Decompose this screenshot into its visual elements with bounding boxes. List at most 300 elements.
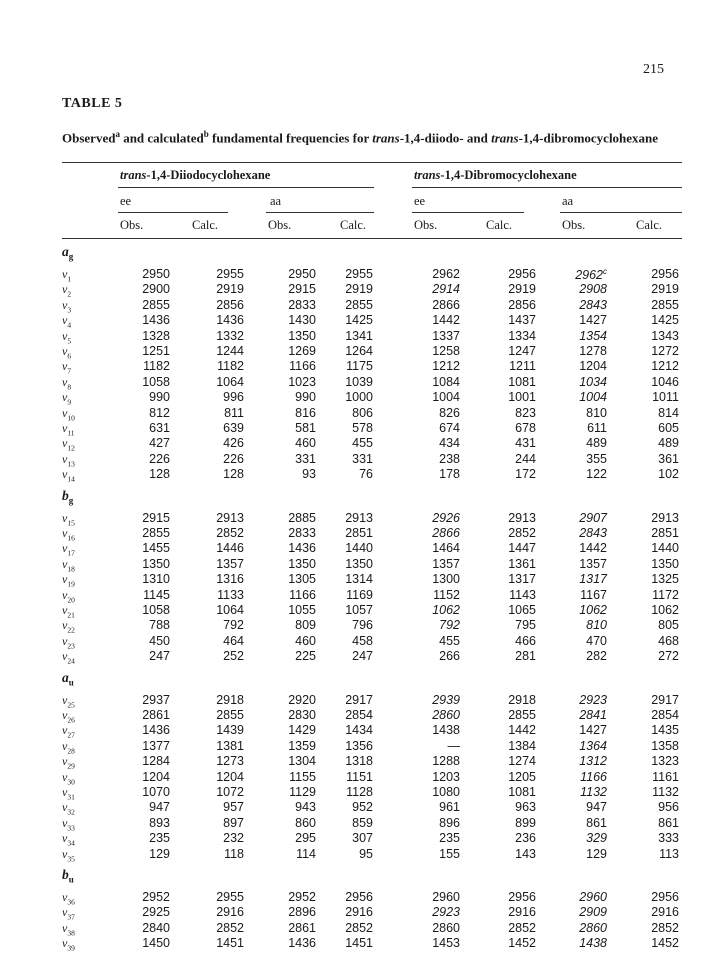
mode-label: $\nu_{20}$ bbox=[62, 587, 75, 604]
frequency-cell: 1317 bbox=[508, 572, 536, 587]
frequency-cell: 1442 bbox=[579, 541, 607, 556]
frequency-cell: 2854 bbox=[345, 708, 373, 722]
frequency-cell: 1023 bbox=[288, 374, 316, 389]
frequency-cell: 1204 bbox=[579, 359, 607, 374]
frequency-cell: 947 bbox=[586, 800, 607, 815]
conformer-rule bbox=[266, 212, 374, 213]
frequency-cell: 806 bbox=[352, 405, 373, 420]
mode-label: $\nu_{33}$ bbox=[62, 815, 75, 833]
frequency-cell: 1437 bbox=[508, 313, 536, 328]
frequency-cell: 996 bbox=[223, 390, 244, 405]
frequency-cell: 236 bbox=[515, 831, 536, 846]
conformer-header: aa bbox=[270, 194, 282, 208]
mode-label: $\nu_{10}$ bbox=[62, 405, 75, 422]
symmetry-species-label: $a_u$ bbox=[62, 669, 74, 688]
mode-label: $\nu_4$ bbox=[62, 313, 72, 330]
frequency-cell: 1039 bbox=[345, 374, 373, 389]
table-row bbox=[0, 572, 720, 587]
frequency-cell: 1129 bbox=[289, 785, 316, 799]
frequency-cell: 1247 bbox=[508, 344, 536, 358]
table-row bbox=[0, 511, 720, 526]
frequency-cell: 2909 bbox=[579, 905, 607, 920]
frequency-cell: 252 bbox=[223, 649, 244, 664]
frequency-cell: 2916 bbox=[216, 905, 244, 920]
frequency-cell: 232 bbox=[223, 831, 244, 846]
frequency-cell: 1310 bbox=[142, 572, 170, 587]
frequency-cell: 226 bbox=[149, 451, 170, 466]
table-row bbox=[0, 436, 720, 451]
frequency-cell: 2855 bbox=[142, 297, 170, 312]
mode-label: $\nu_{21}$ bbox=[62, 603, 75, 620]
column-header: Obs. bbox=[562, 218, 586, 232]
symmetry-species-label: $a_g$ bbox=[62, 244, 74, 262]
frequency-cell: 1211 bbox=[509, 359, 536, 374]
frequency-cell: 2900 bbox=[142, 282, 170, 297]
frequency-cell: 1072 bbox=[216, 785, 244, 799]
table-row bbox=[0, 739, 720, 754]
column-header: Calc. bbox=[486, 218, 513, 232]
frequency-cell: 329 bbox=[586, 831, 607, 846]
frequency-cell: 1316 bbox=[216, 572, 244, 587]
column-header: Obs. bbox=[414, 218, 438, 232]
table-row bbox=[0, 754, 720, 769]
mode-label: $\nu_{18}$ bbox=[62, 556, 75, 574]
table-row bbox=[0, 313, 720, 328]
mode-label: $\nu_{34}$ bbox=[62, 831, 75, 848]
table-row bbox=[0, 541, 720, 556]
frequency-cell: 2914 bbox=[432, 282, 460, 297]
column-header: Calc. bbox=[340, 218, 367, 232]
frequency-cell: 1169 bbox=[346, 587, 373, 602]
table-row bbox=[0, 526, 720, 541]
mode-label: $\nu_{31}$ bbox=[62, 785, 75, 802]
frequency-cell: 2919 bbox=[651, 282, 679, 297]
mode-label: $\nu_3$ bbox=[62, 297, 72, 315]
table-label: TABLE 5 bbox=[62, 96, 123, 111]
frequency-cell: 1439 bbox=[216, 723, 244, 738]
frequency-cell: 990 bbox=[295, 390, 316, 405]
frequency-cell: 1450 bbox=[142, 936, 170, 951]
frequency-cell: 247 bbox=[352, 649, 373, 664]
frequency-cell: 1354 bbox=[579, 328, 607, 343]
frequency-cell: 1152 bbox=[433, 587, 460, 602]
frequency-cell: 244 bbox=[515, 451, 536, 466]
frequency-cell: 2956 bbox=[651, 890, 679, 904]
frequency-cell: 2916 bbox=[651, 905, 679, 920]
frequency-cell: 2860 bbox=[579, 920, 607, 935]
frequency-cell: 1251 bbox=[142, 344, 170, 358]
frequency-cell: 899 bbox=[515, 815, 536, 830]
frequency-cell: 281 bbox=[515, 649, 536, 664]
frequency-cell: 1464 bbox=[432, 541, 460, 556]
frequency-cell: 990 bbox=[149, 390, 170, 405]
frequency-cell: 1084 bbox=[432, 374, 460, 389]
conformer-rule bbox=[560, 212, 682, 213]
frequency-cell: 2840 bbox=[142, 920, 170, 935]
frequency-cell: 1204 bbox=[216, 769, 244, 784]
frequency-cell: 450 bbox=[149, 633, 170, 648]
frequency-cell: 1357 bbox=[216, 556, 244, 571]
frequency-cell: 2919 bbox=[508, 282, 536, 297]
table-row bbox=[0, 785, 720, 800]
frequency-cell: 1452 bbox=[508, 936, 536, 951]
mode-label: $\nu_{30}$ bbox=[62, 769, 75, 786]
frequency-cell: 961 bbox=[439, 800, 460, 815]
frequency-cell: 1440 bbox=[345, 541, 373, 556]
frequency-cell: 2962 bbox=[432, 267, 460, 281]
symmetry-species-label: $b_g$ bbox=[62, 487, 74, 506]
frequency-cell: 605 bbox=[658, 421, 679, 435]
frequency-cell: 1272 bbox=[651, 344, 679, 358]
frequency-cell: 155 bbox=[439, 846, 460, 861]
mode-label: $\nu_{24}$ bbox=[62, 649, 75, 666]
frequency-cell: 2856 bbox=[508, 297, 536, 312]
frequency-cell: 2908 bbox=[579, 282, 607, 297]
frequency-cell: 2956 bbox=[508, 267, 536, 281]
frequency-cell: 1438 bbox=[432, 723, 460, 738]
frequency-cell: 581 bbox=[295, 421, 316, 435]
table-row bbox=[0, 329, 720, 344]
frequency-cell: 1436 bbox=[142, 313, 170, 328]
frequency-cell: 2950 bbox=[288, 267, 316, 281]
mode-label: $\nu_{17}$ bbox=[62, 541, 75, 558]
table-row bbox=[0, 452, 720, 467]
frequency-cell: 2956 bbox=[651, 267, 679, 281]
frequency-cell: 2866 bbox=[432, 526, 460, 540]
frequency-cell: 1436 bbox=[288, 541, 316, 556]
frequency-cell: 2855 bbox=[142, 526, 170, 540]
frequency-cell: 1081 bbox=[508, 785, 536, 799]
frequency-cell: 427 bbox=[149, 436, 170, 451]
frequency-cell: 2956 bbox=[345, 890, 373, 904]
frequency-cell: 76 bbox=[359, 467, 373, 482]
frequency-cell: 1332 bbox=[216, 328, 244, 343]
mode-label: $\nu_8$ bbox=[62, 374, 72, 392]
frequency-cell: 2919 bbox=[345, 282, 373, 297]
frequency-cell: 2916 bbox=[345, 905, 373, 920]
frequency-cell: 2952 bbox=[142, 890, 170, 904]
frequency-cell: 1166 bbox=[289, 587, 316, 602]
frequency-cell: 1182 bbox=[217, 359, 244, 374]
frequency-cell: 2962$^c$ bbox=[575, 267, 607, 283]
frequency-cell: 2913 bbox=[508, 510, 536, 525]
frequency-cell: 2855 bbox=[508, 708, 536, 722]
frequency-cell: 1358 bbox=[651, 738, 679, 753]
conformer-rule bbox=[412, 212, 524, 213]
frequency-cell: 1080 bbox=[432, 785, 460, 799]
frequency-cell: 1451 bbox=[216, 936, 244, 951]
frequency-cell: 331 bbox=[295, 451, 316, 466]
frequency-cell: 118 bbox=[224, 846, 244, 861]
mode-label: $\nu_{25}$ bbox=[62, 692, 75, 709]
frequency-cell: 639 bbox=[223, 421, 244, 435]
frequency-cell: 1446 bbox=[216, 541, 244, 556]
table-row bbox=[0, 267, 720, 282]
frequency-cell: 2920 bbox=[288, 692, 316, 707]
group-rule-diiodo bbox=[118, 187, 374, 188]
table-row bbox=[0, 890, 720, 905]
frequency-cell: 2843 bbox=[579, 526, 607, 540]
frequency-cell: 2960 bbox=[432, 890, 460, 904]
frequency-cell: 1269 bbox=[288, 344, 316, 358]
column-header: Obs. bbox=[268, 218, 292, 232]
mode-label: $\nu_7$ bbox=[62, 359, 72, 376]
frequency-cell: 2866 bbox=[432, 297, 460, 312]
frequency-cell: 1451 bbox=[345, 936, 373, 951]
table-row bbox=[0, 723, 720, 738]
frequency-cell: 2952 bbox=[288, 890, 316, 904]
table-row bbox=[0, 847, 720, 862]
frequency-cell: 1288 bbox=[432, 754, 460, 769]
frequency-cell: 113 bbox=[659, 846, 679, 861]
footnote-marker: c bbox=[603, 267, 607, 276]
frequency-cell: 1328 bbox=[142, 328, 170, 343]
frequency-cell: 172 bbox=[515, 467, 536, 482]
frequency-cell: 2855 bbox=[216, 708, 244, 722]
frequency-cell: 2852 bbox=[508, 526, 536, 540]
frequency-cell: 102 bbox=[658, 467, 679, 482]
table-row bbox=[0, 618, 720, 633]
frequency-cell: 2916 bbox=[508, 905, 536, 920]
frequency-cell: 805 bbox=[658, 618, 679, 633]
frequency-cell: 2923 bbox=[579, 692, 607, 707]
frequency-cell: 810 bbox=[586, 618, 607, 633]
frequency-cell: 1034 bbox=[579, 374, 607, 389]
frequency-cell: 1244 bbox=[216, 344, 244, 358]
frequency-cell: 2860 bbox=[432, 708, 460, 722]
frequency-cell: 1273 bbox=[216, 754, 244, 769]
frequency-cell: 1304 bbox=[288, 754, 316, 769]
frequency-cell: 792 bbox=[223, 618, 244, 633]
frequency-cell: 2851 bbox=[651, 526, 679, 540]
frequency-cell: 1166 bbox=[289, 359, 316, 374]
frequency-cell: 1455 bbox=[142, 541, 170, 556]
frequency-cell: 2855 bbox=[345, 297, 373, 312]
frequency-cell: 2937 bbox=[142, 692, 170, 707]
column-header: Obs. bbox=[120, 218, 144, 232]
frequency-cell: 2918 bbox=[216, 692, 244, 707]
frequency-cell: 1384 bbox=[508, 738, 536, 753]
frequency-cell: 1203 bbox=[432, 769, 460, 784]
frequency-cell: 1442 bbox=[432, 313, 460, 328]
frequency-cell: 1064 bbox=[216, 374, 244, 389]
frequency-cell: 788 bbox=[149, 618, 170, 633]
frequency-cell: 2918 bbox=[508, 692, 536, 707]
frequency-cell: 1155 bbox=[289, 769, 316, 784]
mode-label: $\nu_{26}$ bbox=[62, 708, 75, 725]
frequency-cell: 1128 bbox=[346, 785, 373, 799]
table-row bbox=[0, 936, 720, 951]
mode-label: $\nu_{36}$ bbox=[62, 890, 75, 907]
frequency-cell: 1364 bbox=[579, 738, 607, 753]
frequency-cell: 2915 bbox=[142, 510, 170, 525]
page-number: 215 bbox=[643, 62, 664, 77]
frequency-cell: 143 bbox=[515, 846, 536, 861]
frequency-cell: 947 bbox=[149, 800, 170, 815]
frequency-cell: 2923 bbox=[432, 905, 460, 920]
table-row bbox=[0, 557, 720, 572]
frequency-cell: 814 bbox=[658, 405, 679, 420]
frequency-cell: 307 bbox=[352, 831, 373, 846]
table-row bbox=[0, 588, 720, 603]
frequency-cell: 2919 bbox=[216, 282, 244, 297]
frequency-cell: 226 bbox=[223, 451, 244, 466]
frequency-cell: 1359 bbox=[288, 738, 316, 753]
frequency-cell: 1334 bbox=[508, 328, 536, 343]
frequency-cell: 1300 bbox=[432, 572, 460, 587]
mode-label: $\nu_1$ bbox=[62, 267, 72, 284]
frequency-cell: 355 bbox=[586, 451, 607, 466]
frequency-cell: 114 bbox=[296, 846, 316, 861]
mode-label: $\nu_9$ bbox=[62, 390, 72, 407]
frequency-cell: 1133 bbox=[217, 587, 244, 602]
frequency-cell: 1161 bbox=[652, 769, 679, 784]
table-caption: Observed$^a$ and calculated$^b$ fundamental frequencies for trans-1,4-diiodo- and trans-1,4-dibromocyclohexane bbox=[62, 129, 659, 146]
symmetry-species-label: $b_u$ bbox=[62, 867, 74, 885]
table-row bbox=[0, 708, 720, 723]
table-row bbox=[0, 816, 720, 831]
frequency-cell: 466 bbox=[515, 633, 536, 648]
table-row bbox=[0, 831, 720, 846]
frequency-cell: 2852 bbox=[651, 920, 679, 935]
frequency-cell: 460 bbox=[295, 633, 316, 648]
frequency-cell: 1436 bbox=[288, 936, 316, 951]
table-top-rule bbox=[62, 162, 682, 163]
frequency-cell: 811 bbox=[224, 405, 244, 420]
frequency-cell: 2907 bbox=[579, 510, 607, 525]
frequency-cell: 2860 bbox=[432, 920, 460, 935]
conformer-rule bbox=[118, 212, 228, 213]
frequency-cell: 178 bbox=[439, 467, 460, 482]
frequency-cell: 1427 bbox=[579, 313, 607, 328]
frequency-cell: 2917 bbox=[345, 692, 373, 707]
frequency-cell: 1350 bbox=[651, 556, 679, 571]
frequency-cell: 1182 bbox=[143, 359, 170, 374]
frequency-cell: 2851 bbox=[345, 526, 373, 540]
frequency-cell: 1046 bbox=[651, 374, 679, 389]
frequency-cell: 464 bbox=[223, 633, 244, 648]
table-row bbox=[0, 603, 720, 618]
frequency-cell: 1435 bbox=[651, 723, 679, 738]
mode-label: $\nu_{12}$ bbox=[62, 436, 75, 453]
frequency-cell: 95 bbox=[359, 846, 373, 861]
frequency-cell: 1172 bbox=[652, 587, 679, 602]
frequency-cell: 426 bbox=[223, 436, 244, 451]
frequency-cell: 333 bbox=[658, 831, 679, 846]
frequency-cell: 963 bbox=[515, 800, 536, 815]
frequency-cell: 796 bbox=[352, 618, 373, 633]
frequency-cell: 1337 bbox=[432, 328, 460, 343]
mode-label: $\nu_{29}$ bbox=[62, 754, 75, 771]
frequency-cell: 1438 bbox=[579, 936, 607, 951]
frequency-cell: 1357 bbox=[579, 556, 607, 571]
frequency-cell: 235 bbox=[439, 831, 460, 846]
mode-label: $\nu_{37}$ bbox=[62, 905, 75, 922]
frequency-cell: 611 bbox=[587, 421, 607, 435]
frequency-cell: 893 bbox=[149, 815, 170, 830]
table-row bbox=[0, 921, 720, 936]
frequency-cell: 1004 bbox=[432, 390, 460, 405]
frequency-cell: 1204 bbox=[142, 769, 170, 784]
frequency-cell: 129 bbox=[586, 846, 607, 861]
frequency-cell: 1055 bbox=[288, 603, 316, 617]
frequency-cell: 1350 bbox=[288, 556, 316, 571]
frequency-cell: 2833 bbox=[288, 297, 316, 312]
table-row bbox=[0, 649, 720, 664]
frequency-cell: 361 bbox=[658, 451, 679, 466]
frequency-cell: 1062 bbox=[432, 603, 460, 617]
frequency-cell: 1453 bbox=[432, 936, 460, 951]
frequency-cell: 2960 bbox=[579, 890, 607, 904]
table-row bbox=[0, 905, 720, 920]
frequency-cell: 1357 bbox=[432, 556, 460, 571]
mode-label: $\nu_{19}$ bbox=[62, 572, 75, 589]
frequency-cell: 295 bbox=[295, 831, 316, 846]
frequency-cell: 2955 bbox=[216, 890, 244, 904]
mode-label: $\nu_{15}$ bbox=[62, 510, 75, 527]
frequency-cell: 470 bbox=[586, 633, 607, 648]
frequency-cell: 1001 bbox=[508, 390, 536, 405]
frequency-cell: 1064 bbox=[216, 603, 244, 617]
frequency-cell: 1361 bbox=[508, 556, 536, 571]
frequency-cell: 792 bbox=[439, 618, 460, 633]
table-row bbox=[0, 406, 720, 421]
frequency-cell: 93 bbox=[302, 467, 316, 482]
frequency-cell: 1350 bbox=[142, 556, 170, 571]
frequency-cell: 2854 bbox=[651, 708, 679, 722]
frequency-cell: 795 bbox=[515, 618, 536, 633]
table-row bbox=[0, 282, 720, 297]
mode-label: $\nu_5$ bbox=[62, 328, 72, 345]
frequency-cell: 266 bbox=[439, 649, 460, 664]
frequency-cell: 2852 bbox=[216, 526, 244, 540]
frequency-cell: 2861 bbox=[142, 708, 170, 722]
frequency-cell: 2841 bbox=[579, 708, 607, 722]
frequency-cell: 678 bbox=[515, 421, 536, 435]
frequency-cell: 956 bbox=[658, 800, 679, 815]
mode-label: $\nu_{11}$ bbox=[62, 421, 75, 438]
frequency-cell: 460 bbox=[295, 436, 316, 451]
frequency-cell: 1062 bbox=[651, 603, 679, 617]
frequency-cell: 1323 bbox=[651, 754, 679, 769]
mode-label: $\nu_{16}$ bbox=[62, 526, 75, 543]
column-header: Calc. bbox=[636, 218, 663, 232]
frequency-cell: 2913 bbox=[345, 510, 373, 525]
table-row bbox=[0, 800, 720, 815]
frequency-cell: 1011 bbox=[652, 390, 679, 405]
mode-label: $\nu_{38}$ bbox=[62, 920, 75, 938]
frequency-cell: 1151 bbox=[346, 769, 373, 784]
frequency-cell: 2885 bbox=[288, 510, 316, 525]
frequency-cell: 2830 bbox=[288, 708, 316, 722]
frequency-cell: 1057 bbox=[345, 603, 373, 617]
frequency-cell: 897 bbox=[223, 815, 244, 830]
frequency-cell: 2855 bbox=[651, 297, 679, 312]
frequency-cell: 434 bbox=[439, 436, 460, 451]
frequency-cell: 1314 bbox=[345, 572, 373, 587]
frequency-cell: 1381 bbox=[216, 738, 244, 753]
frequency-cell: 1447 bbox=[508, 541, 536, 556]
frequency-cell: 282 bbox=[586, 649, 607, 664]
frequency-cell: 1356 bbox=[345, 738, 373, 753]
frequency-cell: 1062 bbox=[579, 603, 607, 617]
mode-label: $\nu_6$ bbox=[62, 344, 72, 361]
table-row bbox=[0, 375, 720, 390]
frequency-cell: 1058 bbox=[142, 603, 170, 617]
frequency-cell: 674 bbox=[439, 421, 460, 435]
frequency-cell: 1175 bbox=[346, 359, 373, 374]
frequency-cell: 1264 bbox=[345, 344, 373, 358]
